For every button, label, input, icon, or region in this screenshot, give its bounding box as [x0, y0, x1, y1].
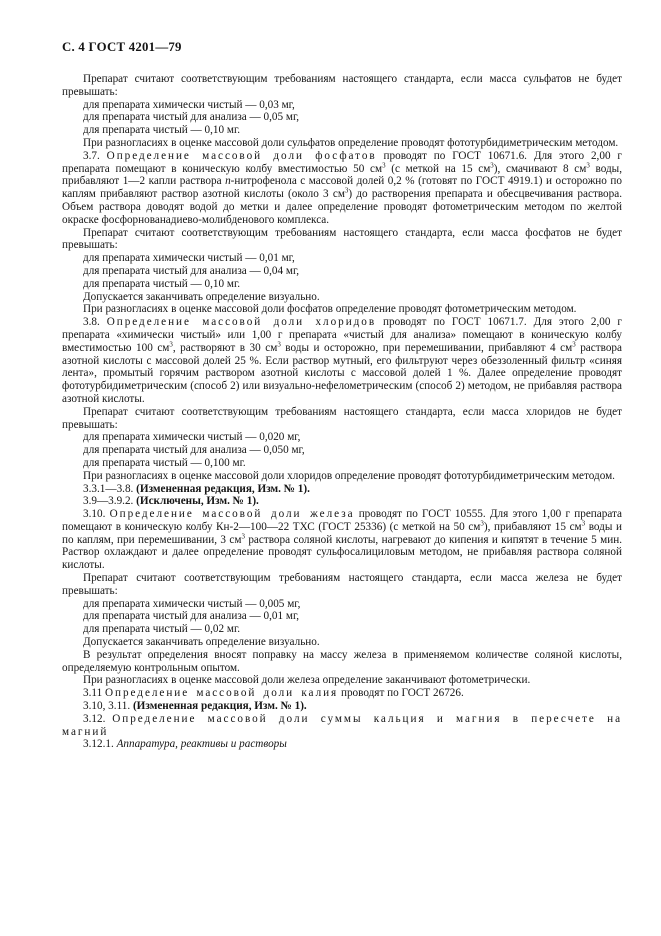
superscript: 3 [581, 519, 586, 528]
superscript: 3 [241, 531, 245, 540]
text-run: (с меткой на 15 см [385, 162, 491, 175]
bold-note-text: (Измененная редакция, Изм. № 1). [132, 700, 307, 713]
list-line [62, 700, 622, 713]
italic-text: Аппаратура, реактивы и растворы [116, 738, 287, 751]
text-run: ), прибавляют 15 см [483, 520, 582, 533]
bold-note-text: (Исключены, Изм. № 1). [136, 495, 259, 508]
text-run: Препарат считают соответствующим требованиям настоящего стандарта, если масса сульфатов не будет превышать: [62, 73, 622, 98]
text-run: При разногласиях в оценке массовой доли железа определение заканчивают фотометрически. [83, 674, 531, 687]
page-header: С. 4 ГОСТ 4201—79 [62, 40, 182, 54]
spaced-heading-text: Определение массовой доли калия [104, 687, 339, 700]
text-run: 3.10. [83, 508, 110, 521]
paragraph [62, 572, 622, 598]
text-run: для препарата химически чистый — 0,03 мг, [83, 98, 295, 111]
bold-note-text: (Измененная редакция, Изм. № 1). [136, 482, 310, 495]
paragraph [62, 738, 622, 751]
spaced-heading-text: Определение массовой доли фосфатов [106, 149, 377, 162]
text-run: проводят по ГОСТ 26726. [338, 687, 464, 700]
text-run: Препарат считают соответствующим требованиям настоящего стандарта, если масса железа не будет превышать: [62, 572, 622, 597]
text-run: раствора соляной кислоты, нагревают до кипения и кипятят в течение 5 мин. Раствор охлаждают и далее определение проводят сульфосалициловым методом, не прибавляя раствора соляной кислоты. [62, 533, 622, 572]
text-run: для препарата чистый для анализа — 0,050 мг, [83, 444, 305, 457]
list-line [62, 598, 622, 611]
text-run: воды и осторожно, при перемешивании, прибавляют 4 см [280, 341, 573, 354]
list-line [62, 495, 622, 508]
paragraph [62, 227, 622, 253]
text-run: 3.8. [83, 316, 107, 329]
paragraph [62, 674, 622, 687]
paragraph [62, 303, 622, 316]
list-line [62, 99, 622, 112]
text-run: для препарата чистый для анализа — 0,05 мг, [83, 111, 300, 124]
text-run: 3.11 [83, 687, 105, 700]
list-line [62, 623, 622, 636]
text-run: 3.3.1—3.8. [83, 482, 137, 495]
text-run: ), смачивают 8 см [493, 162, 587, 175]
text-run: воды и по каплям, при перемешивании, 3 см [62, 520, 622, 546]
text-run: При разногласиях в оценке массовой доли фосфатов определение проводят фотометрическим методом. [83, 303, 577, 316]
paragraph [62, 73, 622, 99]
text-run: Препарат считают соответствующим требованиям настоящего стандарта, если масса фосфатов не будет превышать: [62, 226, 622, 252]
text-run: Допускается заканчивать определение визуально. [83, 290, 320, 303]
text-run: , растворяют в 30 см [172, 341, 278, 354]
text-run: раствора азотной кислоты с массовой долей 25 %. Если раствор мутный, его фильтруют через обеззоленный фильтр «синяя лента», промытый горячим раствором азотной кислоты с массовой долей 1 %. Далее определение проводят фототурбидиметрическим (способ 2) или визуально-нефелометрическим (способ 2) методом, не прибавляя раствора азотной кислоты. [62, 341, 622, 405]
text-run: для препарата чистый для анализа — 0,04 мг, [83, 264, 300, 277]
spaced-heading-text: Определение массовой доли суммы кальция и магния в пересчете на магний [62, 712, 622, 738]
list-line [62, 291, 622, 304]
paragraph [62, 649, 622, 675]
list-line [62, 111, 622, 124]
text-run: проводят по ГОСТ 10671.7. Для этого 2,00 г препарата «химически чистый» или 1,00 г препарата «чистый для анализа» помещают в коническую колбу вместимостью 100 см [62, 316, 622, 354]
paragraph [62, 508, 622, 572]
paragraph [62, 713, 622, 739]
text-run: 3.10, 3.11. [83, 700, 133, 713]
list-line [62, 457, 622, 470]
list-line [62, 124, 622, 137]
superscript: 3 [277, 340, 281, 348]
superscript: 3 [490, 160, 494, 169]
paragraph [62, 150, 622, 227]
list-line [62, 610, 622, 623]
text-run: для препарата чистый — 0,10 мг. [83, 277, 241, 290]
text-run: При разногласиях в оценке массовой доли сульфатов определение проводят фототурбидиметрическим методом. [83, 136, 619, 149]
spaced-heading-text: Определение массовой доли железа [109, 508, 355, 521]
text-run: для препарата чистый для анализа — 0,01 мг, [83, 610, 300, 623]
text-run: В результат определения вносят поправку на массу железа в применяемом количестве соляной кислоты, определяемую контрольным опытом. [62, 648, 622, 674]
superscript: 3 [382, 160, 386, 169]
text-run: 3.12. [83, 712, 113, 725]
text-run: 3.7. [83, 149, 107, 162]
text-run: проводят по ГОСТ 10671.6. Для этого 2,00 г препарата помещают в коническую колбу вместимостью 50 см [62, 149, 622, 175]
text-run: воды, прибавляют 1—2 капли раствора [62, 162, 622, 188]
text-run: -нитрофенола с массовой долей 0,2 % (готовят по ГОСТ 4919.1) и осторожно по каплям прибавляют раствор азотной кислоты (около 3 см [62, 175, 622, 201]
paragraph [62, 406, 622, 432]
text-run: для препарата химически чистый — 0,005 мг, [83, 597, 301, 610]
text-run: При разногласиях в оценке массовой доли хлоридов определение проводят фототурбидиметрическим методом. [83, 469, 615, 482]
list-line [62, 636, 622, 649]
text-run: для препарата чистый — 0,100 мг. [83, 456, 246, 469]
list-line [62, 278, 622, 291]
list-line [62, 252, 622, 265]
text-run: проводят по ГОСТ 10555. Для этого 1,00 г препарата помещают в коническую колбу Кн-2—100—22 ТХС (ГОСТ 25336) (с меткой на 50 см [62, 508, 622, 533]
spaced-heading-text: Определение массовой доли хлоридов [106, 316, 377, 329]
text-run: 3.9—3.9.2. [83, 495, 137, 508]
text-run: Допускается заканчивать определение визуально. [83, 636, 320, 649]
text-run: для препарата чистый — 0,10 мг. [83, 124, 241, 137]
paragraph [62, 687, 622, 700]
text-run: ) до растворения препарата и обесцвечивания раствора. Объем раствора доводят водой до метки и далее определение проводят фотометрическим методом по желтой окраске фосфорнованадиево-молибденового комплекса. [62, 188, 622, 226]
superscript: 3 [169, 340, 173, 348]
superscript: 3 [480, 519, 484, 528]
paragraph [62, 137, 622, 150]
list-line [62, 265, 622, 278]
text-run: 3.12.1. [83, 738, 117, 751]
text-run: для препарата химически чистый — 0,01 мг, [83, 252, 295, 265]
paragraph [62, 470, 622, 483]
text-run: Препарат считают соответствующим требованиям настоящего стандарта, если масса хлоридов не будет превышать: [62, 405, 622, 431]
paragraph [62, 316, 622, 406]
italic-text: n [225, 175, 231, 188]
list-line [62, 483, 622, 496]
superscript: 3 [344, 186, 349, 195]
text-run: для препарата чистый — 0,02 мг. [83, 623, 241, 636]
document-body [62, 73, 622, 751]
superscript: 3 [572, 340, 576, 348]
list-line [62, 431, 622, 444]
superscript: 3 [586, 160, 590, 169]
list-line [62, 444, 622, 457]
text-run: для препарата химически чистый — 0,020 мг, [83, 431, 301, 444]
